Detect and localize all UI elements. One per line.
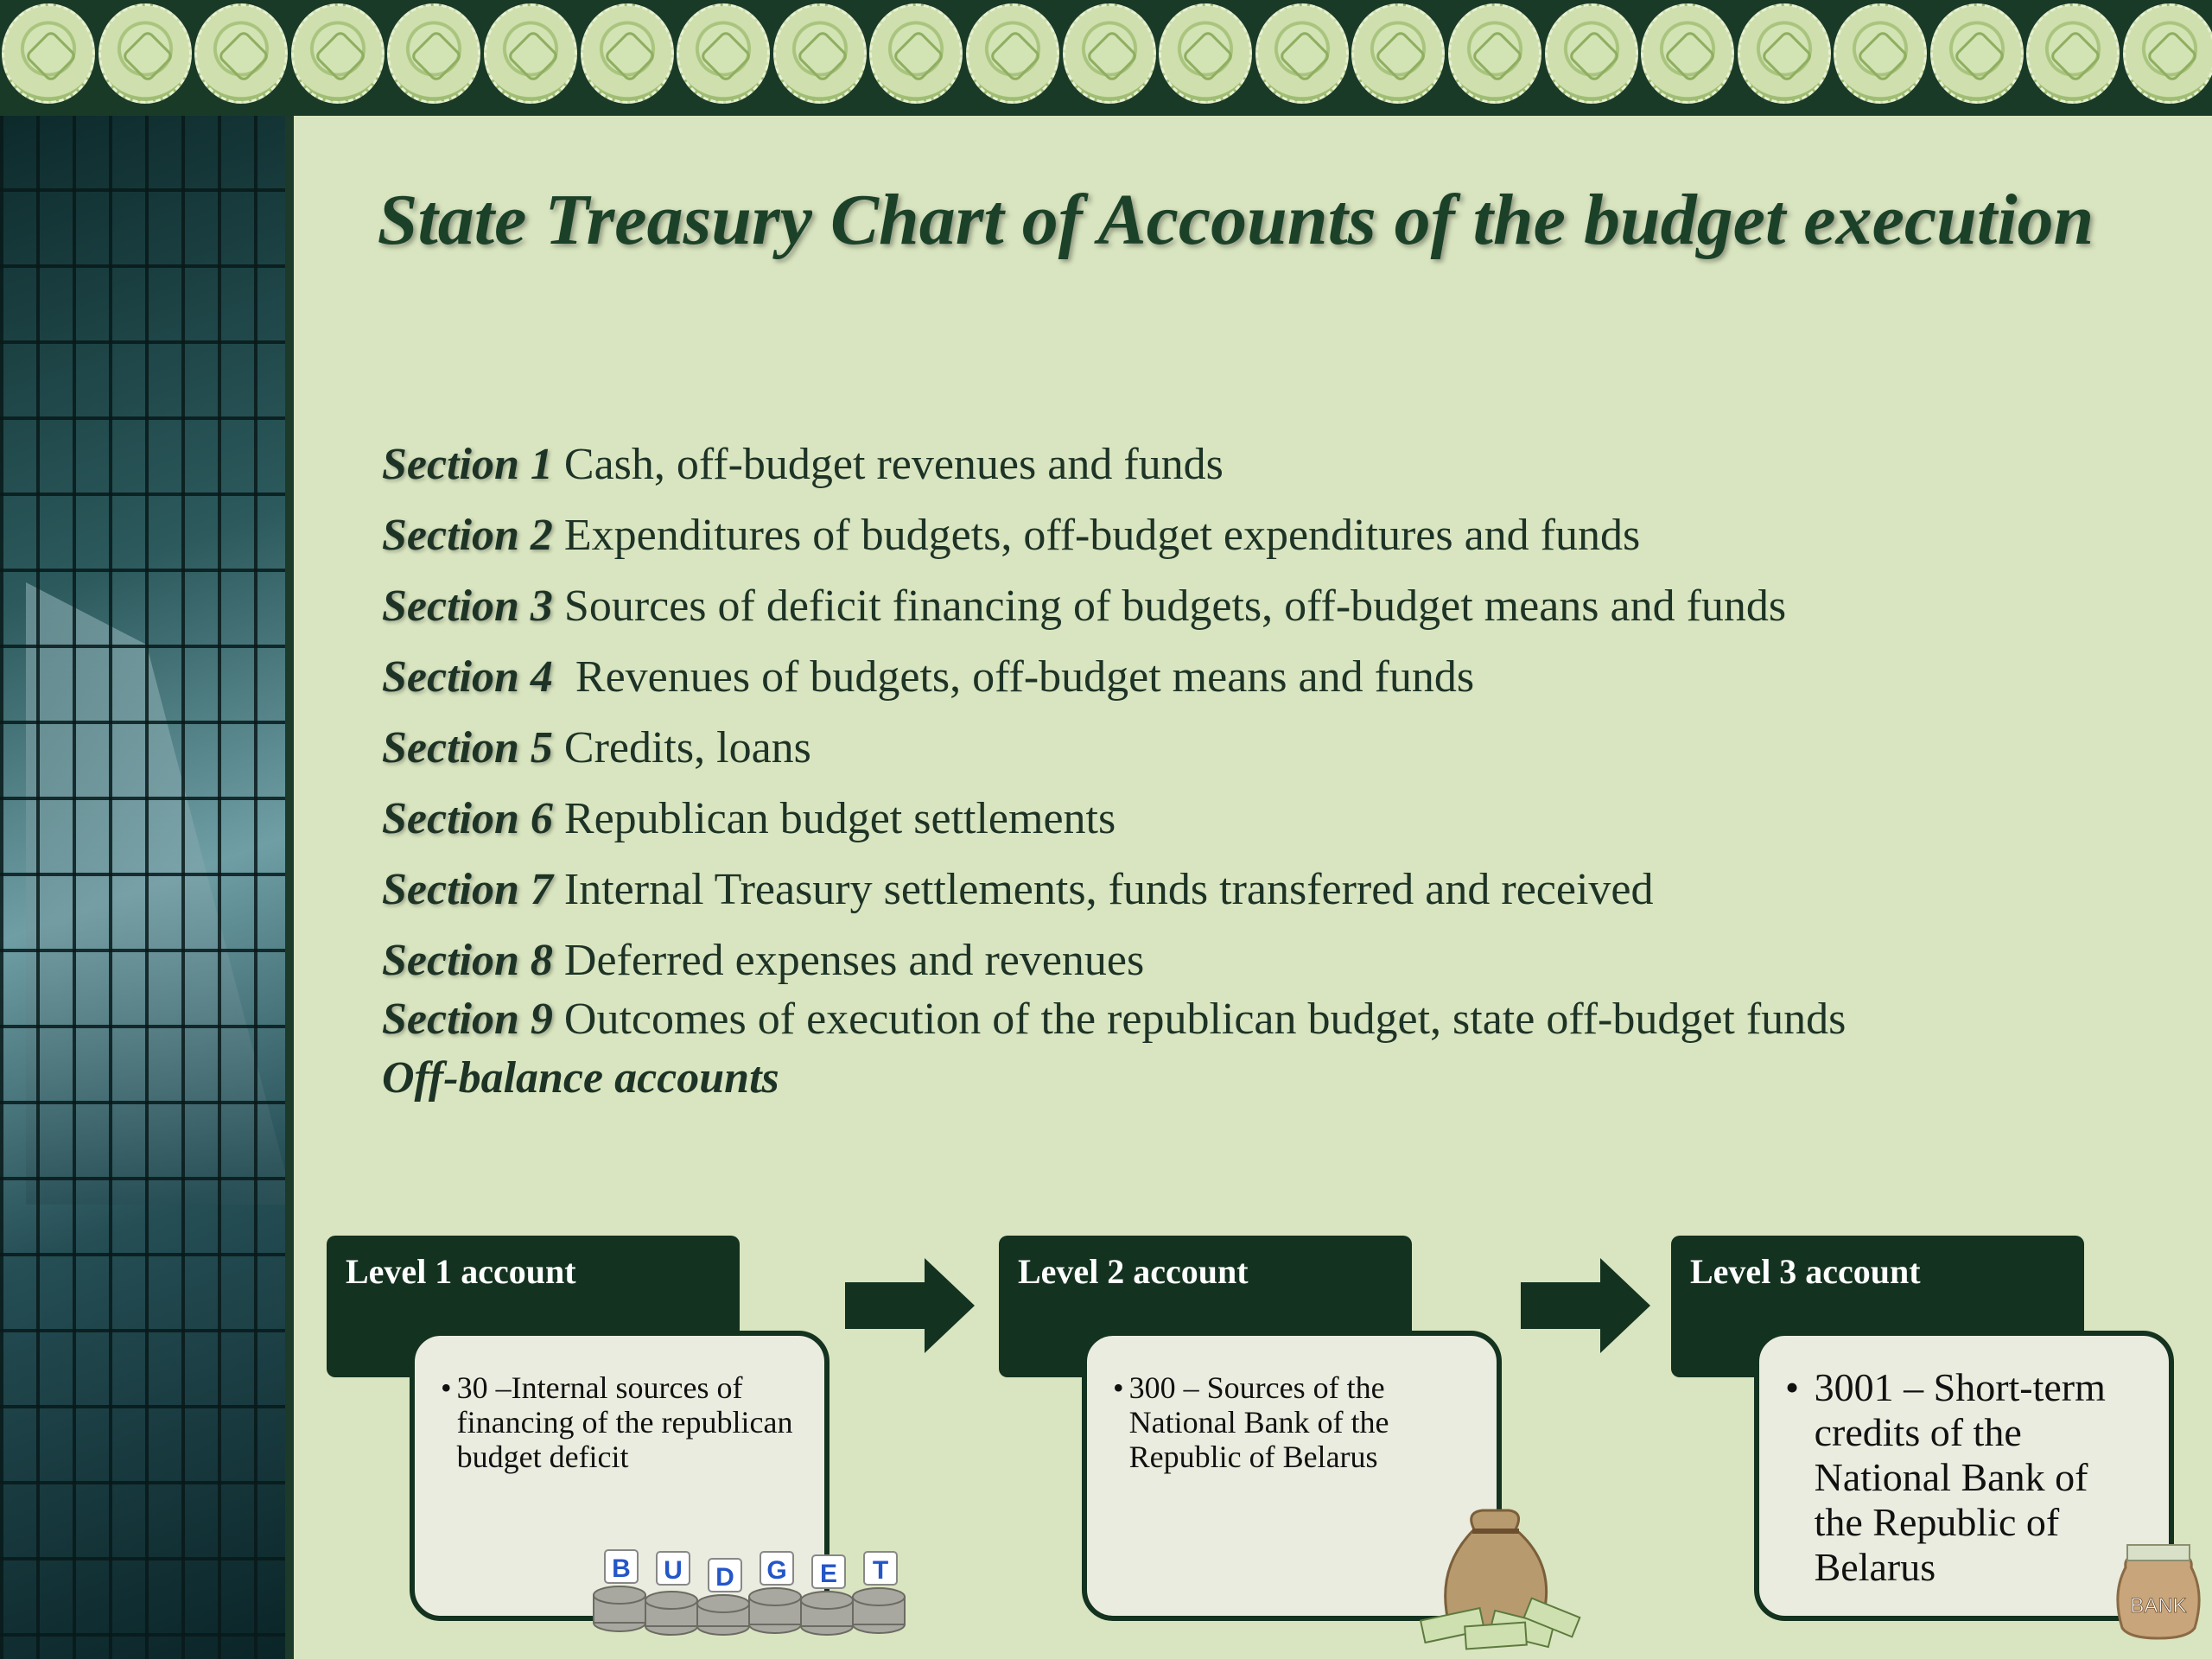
medallion-ornament bbox=[99, 3, 192, 104]
medallion-ornament bbox=[1545, 3, 1638, 104]
section-label: Section 8 bbox=[382, 936, 553, 985]
photo-edge-divider bbox=[285, 116, 294, 1659]
level-header: Level 2 account bbox=[999, 1236, 1412, 1377]
section-item bbox=[382, 994, 1846, 1045]
budget-letter: U bbox=[664, 1556, 683, 1585]
money-bag-picture bbox=[1414, 1503, 1583, 1650]
medallion-ornament bbox=[1448, 3, 1541, 104]
medallion-ornament bbox=[2026, 3, 2120, 104]
section-text: Expenditures of budgets, off-budget expenditures and funds bbox=[563, 511, 1641, 560]
medallion-ornament bbox=[1930, 3, 2024, 104]
bullet-dot: • bbox=[1785, 1365, 1809, 1409]
section-label: Section 6 bbox=[382, 794, 553, 843]
level-header: Level 3 account bbox=[1671, 1236, 2084, 1377]
bank-label: BANK bbox=[2130, 1594, 2187, 1618]
medallion-ornament bbox=[1159, 3, 1252, 104]
section-text: Revenues of budgets, off-budget means and funds bbox=[563, 652, 1475, 702]
level-3-box bbox=[1671, 1236, 2174, 1624]
level-item-text: 3001 – Short-term credits of the National Bank of the Republic of Belarus bbox=[1814, 1365, 2106, 1589]
medallion-ornament bbox=[677, 3, 770, 104]
budget-letter: T bbox=[872, 1556, 889, 1585]
section-text: Republican budget settlements bbox=[563, 794, 1116, 843]
section-item bbox=[382, 793, 1116, 844]
level-header: Level 1 account bbox=[327, 1236, 740, 1377]
section-text: Deferred expenses and revenues bbox=[563, 936, 1145, 985]
medallion-ornament bbox=[2, 3, 95, 104]
bank-jar-picture bbox=[2108, 1541, 2209, 1642]
bullet-dot: • bbox=[1113, 1370, 1124, 1405]
section-text: Internal Treasury settlements, funds transferred and received bbox=[563, 865, 1654, 914]
medallion-ornament bbox=[1738, 3, 1831, 104]
level-item-text: 300 – Sources of the National Bank of the Republic of Belarus bbox=[1128, 1370, 1389, 1474]
section-label: Section 7 bbox=[382, 865, 553, 914]
section-label: Section 4 bbox=[382, 652, 553, 702]
section-label: Section 5 bbox=[382, 723, 553, 772]
section-item bbox=[382, 510, 1640, 561]
glass-window-grid bbox=[0, 116, 294, 1659]
medallion-ornament bbox=[581, 3, 674, 104]
medallion-row bbox=[2, 3, 2212, 111]
medallion-ornament bbox=[869, 3, 963, 104]
medallion-ornament bbox=[1834, 3, 1927, 104]
section-text: Outcomes of execution of the republican budget, state off-budget funds bbox=[563, 995, 1847, 1044]
medallion-ornament bbox=[194, 3, 288, 104]
section-text: Sources of deficit financing of budgets, off-budget means and funds bbox=[563, 582, 1787, 631]
section-item bbox=[382, 652, 1474, 702]
budget-coins-picture bbox=[589, 1543, 918, 1638]
medallion-ornament bbox=[291, 3, 385, 104]
building-photo bbox=[0, 116, 294, 1659]
decorative-top-band bbox=[0, 0, 2212, 116]
bullet-item bbox=[1113, 1370, 1471, 1474]
medallion-ornament bbox=[1063, 3, 1156, 104]
section-text: Credits, loans bbox=[563, 723, 811, 772]
arrow-right-icon bbox=[1521, 1258, 1650, 1353]
budget-letter: E bbox=[819, 1560, 838, 1588]
arrow-right-icon bbox=[845, 1258, 975, 1353]
medallion-ornament bbox=[773, 3, 867, 104]
budget-letter: G bbox=[766, 1556, 787, 1585]
bullet-item bbox=[441, 1370, 798, 1474]
section-item bbox=[382, 864, 1653, 915]
section-label: Section 9 bbox=[382, 995, 553, 1044]
medallion-ornament bbox=[1255, 3, 1349, 104]
budget-letter: B bbox=[612, 1554, 631, 1583]
bullet-item bbox=[1785, 1365, 2143, 1590]
section-item bbox=[382, 935, 1144, 986]
medallion-ornament bbox=[1351, 3, 1445, 104]
medallion-ornament bbox=[2123, 3, 2212, 104]
section-item bbox=[382, 439, 1224, 490]
medallion-ornament bbox=[387, 3, 480, 104]
budget-letter: D bbox=[715, 1563, 734, 1592]
section-label: Section 2 bbox=[382, 511, 553, 560]
section-label: Section 1 bbox=[382, 440, 553, 489]
section-text: Cash, off-budget revenues and funds bbox=[563, 440, 1224, 489]
section-item bbox=[382, 581, 1786, 632]
section-item bbox=[382, 722, 811, 773]
level-item-text: 30 –Internal sources of financing of the republican budget deficit bbox=[456, 1370, 793, 1474]
section-label: Section 3 bbox=[382, 582, 553, 631]
off-balance-accounts: Off-balance accounts bbox=[382, 1053, 779, 1103]
medallion-ornament bbox=[484, 3, 577, 104]
medallion-ornament bbox=[1641, 3, 1734, 104]
slide-title: State Treasury Chart of Accounts of the budget execution bbox=[377, 180, 2094, 260]
medallion-ornament bbox=[966, 3, 1059, 104]
bullet-dot: • bbox=[441, 1370, 452, 1405]
